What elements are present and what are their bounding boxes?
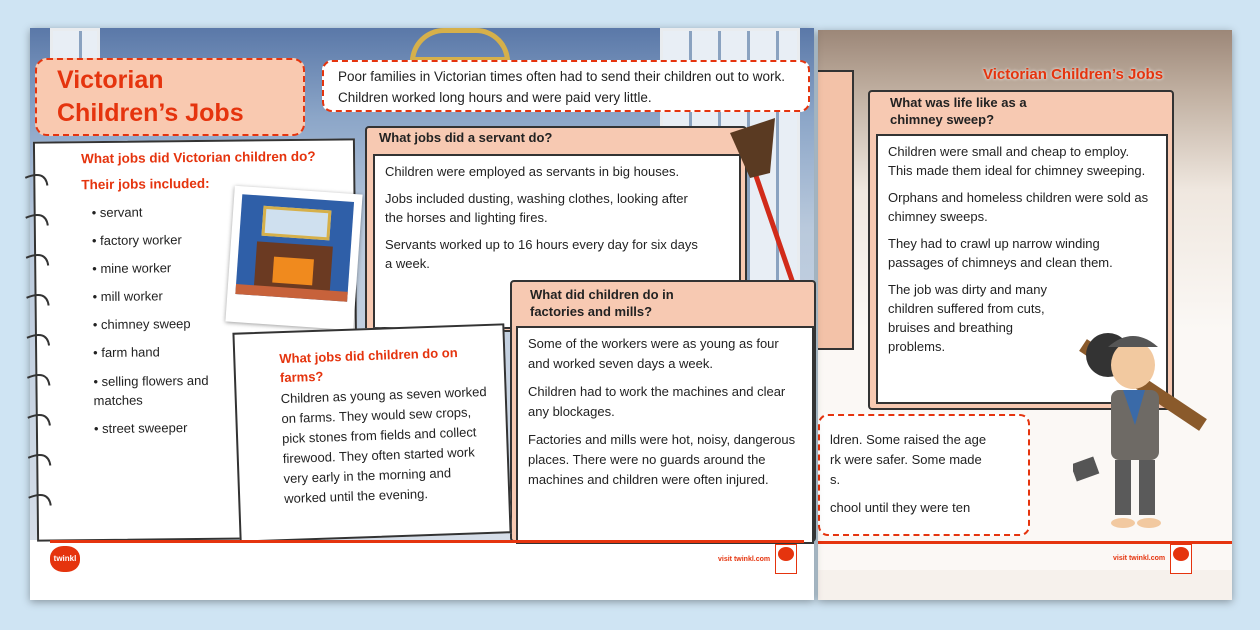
intro-box: Poor families in Victorian times often had to send their children out to work. Children worked long hours and were paid very little. <box>322 60 810 112</box>
job-item: • selling flowers and matches <box>93 372 209 409</box>
farms-text: Children as young as seven worked on farms. They would sew crops, pick stones from fields and collect firewood. They often started work very early in the morning and worked until the evening. <box>280 383 487 507</box>
servant-paragraph: Jobs included dusting, washing clothes, looking after the horses and lighting fires. <box>385 191 688 225</box>
partial-line: ldren. Some raised the age <box>830 432 987 447</box>
folder-edge <box>818 70 854 350</box>
chimney-sweep-boy-illustration <box>1073 285 1213 545</box>
factories-paragraph: Some of the workers were as young as four and worked seven days a week. <box>528 336 779 371</box>
footer-line <box>50 540 804 543</box>
sweep-heading: What was life like as a chimney sweep? <box>890 95 1027 127</box>
partial-line: rk were safer. Some made <box>830 452 982 467</box>
spiral-binding <box>21 168 55 538</box>
servant-heading: What jobs did a servant do? <box>379 130 553 145</box>
job-item: • mill worker <box>92 288 163 305</box>
sweep-paragraph: They had to crawl up narrow winding passages of chimneys and clean them. <box>888 236 1113 270</box>
sweep-paragraph: Children were small and cheap to employ. This made them ideal for chimney sweeping. <box>888 144 1146 178</box>
job-item: • street sweeper <box>93 420 188 437</box>
factories-heading: What did children do in factories and mills? <box>530 287 674 319</box>
farms-heading: What jobs did children do on farms? <box>279 344 458 386</box>
page-title-line: Victorian <box>57 66 164 94</box>
mirror-frame <box>410 28 510 62</box>
servant-paragraph: Children were employed as servants in big houses. <box>385 164 680 179</box>
partial-line: chool until they were ten <box>830 500 971 515</box>
notebook-subheading: Their jobs included: <box>81 175 210 193</box>
factories-folder <box>510 280 816 542</box>
visit-link[interactable]: visit twinkl.com <box>718 556 771 563</box>
factories-body <box>516 326 814 544</box>
spiral-rings-icon <box>21 168 55 538</box>
back-title: Victorian Children’s Jobs <box>983 66 1164 83</box>
job-item: • farm hand <box>93 344 160 361</box>
twinkl-logo[interactable]: twinkl <box>50 546 80 572</box>
page-title-line: Children’s Jobs <box>57 99 244 127</box>
fireplace-photo <box>225 186 362 331</box>
visit-link[interactable]: visit twinkl.com <box>1113 555 1166 562</box>
title-box <box>35 58 305 136</box>
jobs-list <box>92 198 225 443</box>
job-item: • mine worker <box>92 260 172 277</box>
notebook-heading: What jobs did Victorian children do? <box>81 148 316 167</box>
quality-badge-icon <box>775 544 797 574</box>
front-page-preview <box>30 28 814 600</box>
servant-paragraph: Servants worked up to 16 hours every day for six days a week. <box>385 237 698 271</box>
job-item: • factory worker <box>91 232 182 249</box>
sweep-paragraph: Orphans and homeless children were sold as chimney sweeps. <box>888 190 1149 224</box>
partial-text-box <box>818 414 1030 536</box>
sweep-paragraph: The job was dirty and many children suffered from cuts, bruises and breathing problems. <box>888 282 1047 354</box>
factories-paragraph: Factories and mills were hot, noisy, dangerous places. There were no guards around the machines and children were often injured. <box>528 432 796 487</box>
factories-paragraph: Children had to work the machines and clear any blockages. <box>528 384 786 419</box>
job-item: • chimney sweep <box>92 316 191 333</box>
job-item: • servant <box>91 204 143 221</box>
quality-badge-icon <box>1170 544 1192 574</box>
farms-card <box>232 323 511 542</box>
partial-line: s. <box>830 472 841 487</box>
back-page-preview <box>818 30 1232 600</box>
